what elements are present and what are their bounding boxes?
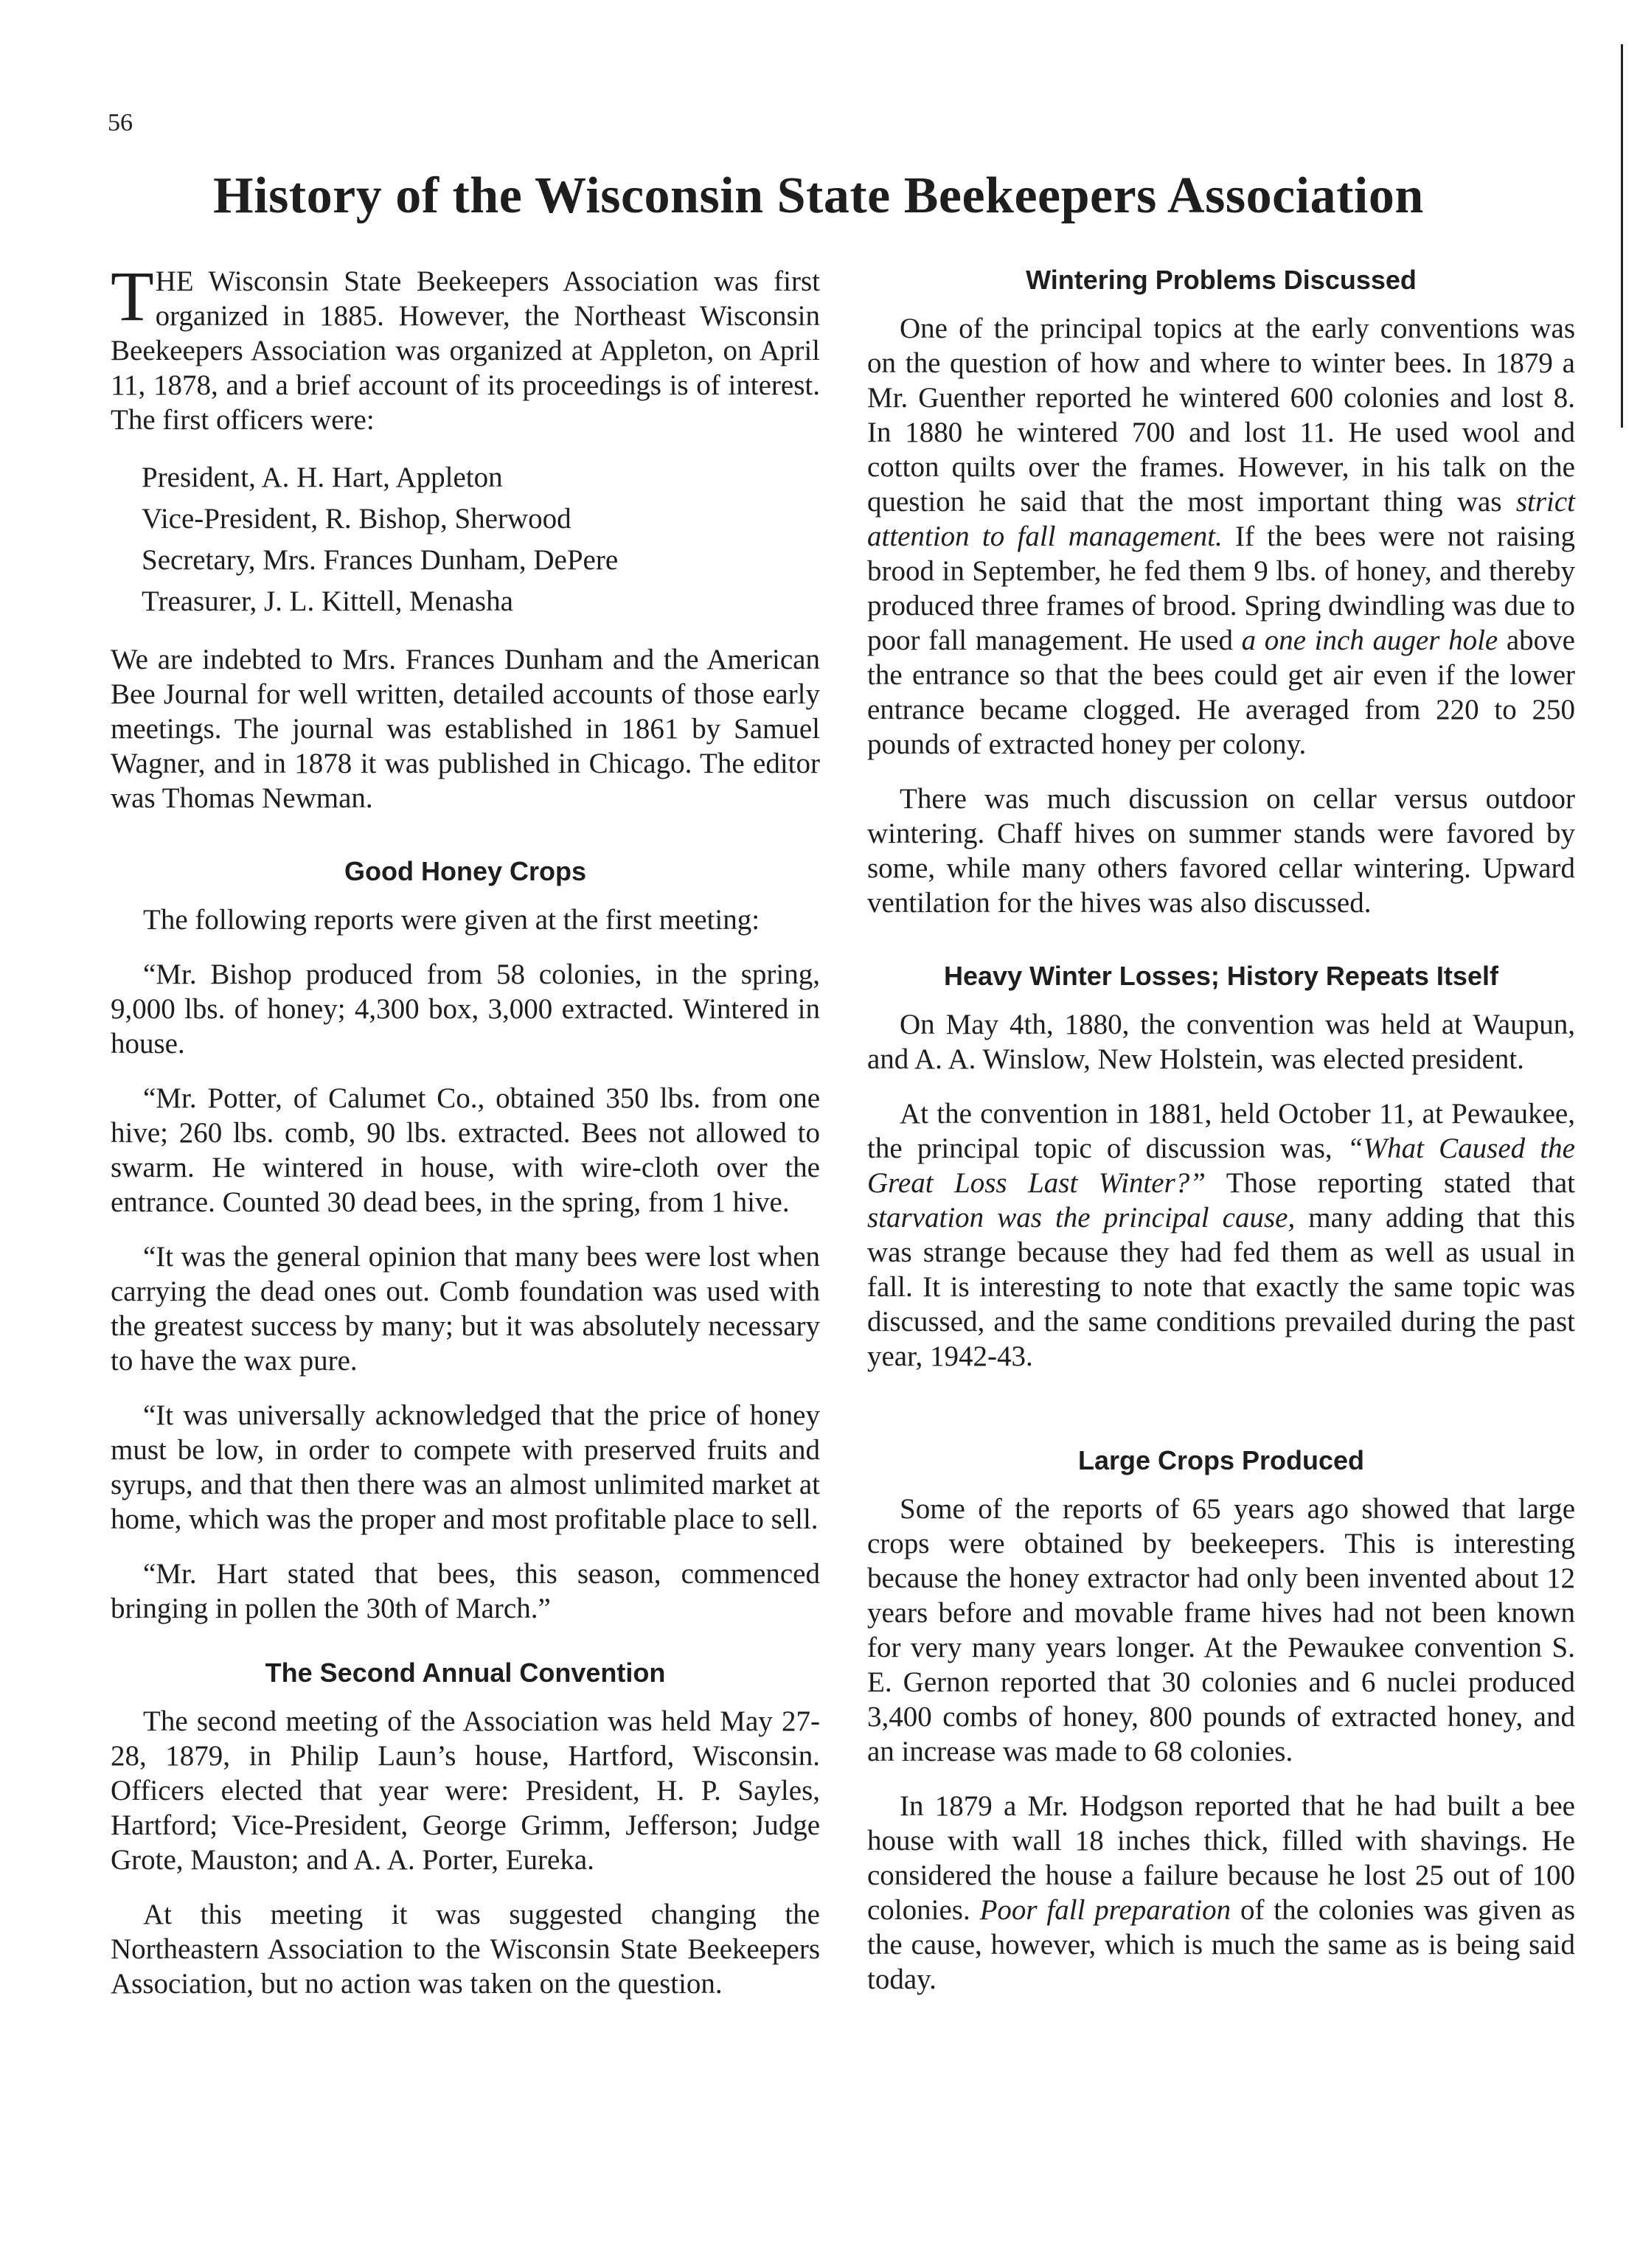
- page-number: 56: [108, 109, 133, 136]
- paragraph: At this meeting it was suggested changing the Northeastern Association to the Wisconsin State Beekeepers Association, but no action was taken on the question.: [111, 1899, 820, 2000]
- heading-second-annual-convention: The Second Annual Convention: [265, 1657, 666, 1688]
- quote-paragraph: “It was the general opinion that many bees were lost when carrying the dead ones out. Comb foundation was used with the greatest success by many; but it was absolutely necessary to have the wax pure.: [111, 1241, 820, 1377]
- text-run: above the entrance so that the bees could get air even if the lower entrance became clogged. He averaged from 220 to 250 pounds of extracted honey per colony.: [867, 625, 1575, 760]
- emphasis: “What Caused the Great Loss Last Winter?”: [867, 1133, 1575, 1199]
- drop-cap: T: [111, 257, 154, 335]
- officers-list: [111, 457, 820, 622]
- emphasis: Poor fall preparation: [979, 1894, 1231, 1926]
- hodgson-paragraph: [867, 1789, 1575, 1997]
- text-run: One of the principal topics at the early conventions was on the question of how and where to winter bees. In 1879 a Mr. Guenther reported he wintered 600 colonies and lost 8. In 1880 he wintered 700 and lost 11. He used wool and cotton quilts over the frames. However, in his talk on the question he said that the most important thing was: [867, 313, 1575, 518]
- emphasis: starvation was the principal cause,: [867, 1202, 1296, 1234]
- losses-paragraph: [867, 1096, 1575, 1374]
- margin-rule: [1621, 44, 1623, 428]
- quote-paragraph: “Mr. Hart stated that bees, this season, commenced bringing in pollen the 30th of March.”: [111, 1558, 820, 1624]
- text-run: of the colonies was given as the cause, however, which is much the same as is being said today.: [867, 1894, 1576, 1995]
- heading-good-honey-crops: Good Honey Crops: [344, 856, 586, 886]
- officer-vice-president: Vice-President, R. Bishop, Sherwood: [142, 503, 571, 535]
- paragraph: On May 4th, 1880, the convention was held at Waupun, and A. A. Winslow, New Holstein, was elected president.: [867, 1009, 1575, 1075]
- officer-president: President, A. H. Hart, Appleton: [142, 462, 503, 493]
- intro-paragraph: [111, 257, 820, 437]
- text-run: many adding that this was strange because they had fed them as well as usual in fall. It is interesting to note that exactly the same topic was discussed, and the same conditions prevailed during the past year, 1942-43.: [867, 1202, 1575, 1372]
- text-run: At the convention in 1881, held October 11, at Pewaukee, the principal topic of discussion was,: [867, 1098, 1575, 1164]
- text-run: Those reporting stated that: [1205, 1167, 1575, 1199]
- paragraph: The second meeting of the Association was held May 27-28, 1879, in Philip Laun’s house, Hartford, Wisconsin. Officers elected that year were: President, H. P. Sayles, Hartford; Vice-President, George Grimm, Jefferson; Judge Grote, Mauston; and A. A. Porter, Eureka.: [111, 1705, 820, 1876]
- quote-paragraph: “Mr. Bishop produced from 58 colonies, in the spring, 9,000 lbs. of honey; 4,300 box, 3,000 extracted. Wintered in house.: [111, 959, 820, 1060]
- paragraph: Some of the reports of 65 years ago showed that large crops were obtained by beekeepers. This is interesting because the honey extractor had only been invented about 12 years before and movable frame hives had not been known for very many years longer. At the Pewaukee convention S. E. Gernon reported that 30 colonies and 6 nuclei produced 3,400 combs of honey, 800 pounds of extracted honey, and an increase was made to 68 colonies.: [867, 1493, 1575, 1767]
- officer-treasurer: Treasurer, J. L. Kittell, Menasha: [142, 585, 513, 617]
- text-run: If the bees were not raising brood in September, he fed them 9 lbs. of honey, and thereby produced three frames of brood. Spring dwindling was due to poor fall management. He used: [867, 521, 1575, 656]
- emphasis: strict attention to fall management.: [867, 486, 1575, 552]
- heading-heavy-winter-losses: Heavy Winter Losses; History Repeats Itself: [944, 961, 1498, 991]
- quote-paragraph: “It was universally acknowledged that the price of honey must be low, in order to compete with preserved fruits and syrups, and that then there was an almost unlimited market at home, which was the proper and most profitable place to sell.: [111, 1399, 820, 1535]
- page-title: History of the Wisconsin State Beekeepers Association: [213, 167, 1424, 224]
- text-run: In 1879 a Mr. Hodgson reported that he had built a bee house with wall 18 inches thick, filled with shavings. He considered the house a failure because he lost 25 out of 100 colonies.: [867, 1790, 1575, 1926]
- intro-text: HE Wisconsin State Beekeepers Association was first organized in 1885. However, the Northeast Wisconsin Beekeepers Association was organized at Appleton, on April 11, 1878, and a brief account of its proceedings is of interest. The first officers were:: [111, 265, 820, 436]
- left-column: [111, 257, 820, 2021]
- heading-large-crops-produced: Large Crops Produced: [1077, 1445, 1365, 1475]
- heading-wintering-problems: Wintering Problems Discussed: [1026, 265, 1417, 295]
- emphasis: a one inch auger hole: [1241, 625, 1498, 656]
- wintering-paragraph: [867, 311, 1575, 762]
- right-column: [867, 264, 1575, 2017]
- paragraph: The following reports were given at the first meeting:: [143, 904, 760, 936]
- quote-paragraph: “Mr. Potter, of Calumet Co., obtained 350 lbs. from one hive; 260 lbs. comb, 90 lbs. extracted. Bees not allowed to swarm. He wintered in house, with wire-cloth over the entrance. Counted 30 dead bees, in the spring, from 1 hive.: [111, 1082, 820, 1218]
- paragraph: There was much discussion on cellar versus outdoor wintering. Chaff hives on summer stands were favored by some, while many others favored cellar wintering. Upward ventilation for the hives was also discussed.: [867, 783, 1575, 919]
- indebted-paragraph: We are indebted to Mrs. Frances Dunham and the American Bee Journal for well written, detailed accounts of those early meetings. The journal was established in 1861 by Samuel Wagner, and in 1878 it was published in Chicago. The editor was Thomas Newman.: [111, 644, 820, 814]
- officer-secretary: Secretary, Mrs. Frances Dunham, DePere: [142, 544, 619, 576]
